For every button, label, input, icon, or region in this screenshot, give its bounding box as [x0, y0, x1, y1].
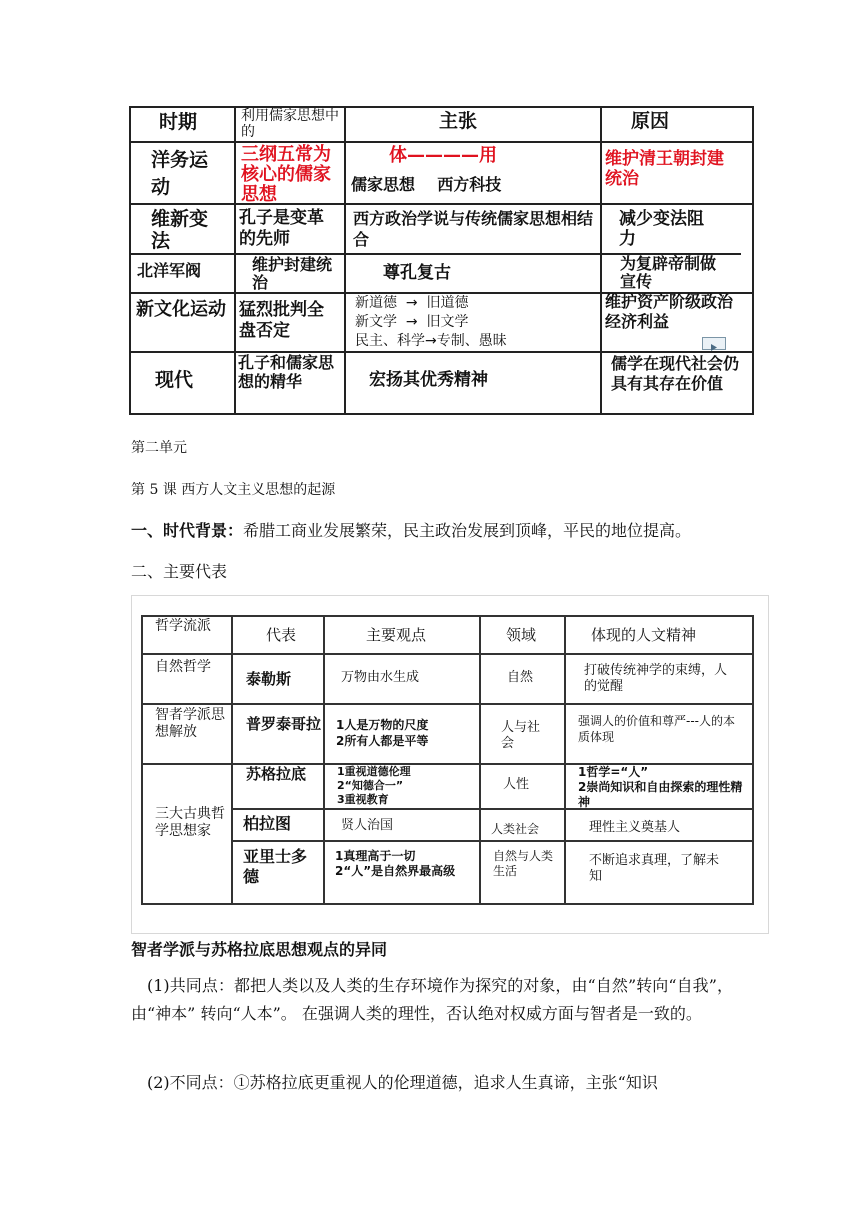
t2-row2-field: 人与社会	[501, 720, 541, 751]
section-representatives: 二、主要代表	[131, 562, 228, 581]
differences-text: ①苏格拉底更重视人的伦理道德，追求人生真谛，主张“知识	[233, 1073, 658, 1092]
t2-row3-school: 三大古典哲学思想家	[155, 806, 225, 839]
t2-row5-field: 自然与人类生活	[493, 849, 554, 878]
section-background	[131, 518, 691, 541]
row1-period: 洋务运动	[151, 149, 209, 198]
paragraph-similarities	[131, 972, 733, 1028]
row2-claim: 西方政治学说与传统儒家思想相结合	[353, 209, 594, 249]
t2-header-view: 主要观点	[366, 626, 427, 644]
t2-row1-rep: 泰勒斯	[246, 670, 292, 688]
unit-title: 第二单元	[131, 440, 187, 456]
t2-row5-spirit: 不断追求真理，了解未知	[589, 853, 720, 884]
row3-claim: 尊孔复古	[383, 263, 451, 283]
t2-header-spirit: 体现的人文精神	[591, 626, 697, 644]
row5-content: 孔子和儒家思想的精华	[238, 353, 335, 391]
t2-row3-view: 1重视道德伦理 2“知德合一” 3重视教育	[337, 765, 411, 806]
row1-reason: 维护清王朝封建统治	[605, 149, 724, 189]
row3-reason: 为复辟帝制做宣传	[620, 254, 717, 291]
t2-row2-rep: 普罗泰哥拉	[246, 715, 322, 733]
row4-claim-line3: 民主、科学→专制、愚昧	[355, 333, 507, 349]
t2-row4-field: 人类社会	[491, 822, 540, 836]
similarities-text: 都把人类以及人类的生存环境作为探究的对象，由“自然”转向“自我”，由“神本” 转向“人本”。 在强调人类的理性，否认绝对权威方面与智者是一致的。	[131, 976, 733, 1023]
t2-row2-view: 1人是万物的尺度 2所有人都是平等	[336, 718, 429, 748]
section-background-text: 希腊工商业发展繁荣，民主政治发展到顶峰，平民的地位提高。	[243, 521, 692, 540]
similarities-label: (1)共同点：	[147, 976, 235, 995]
play-icon[interactable]	[702, 337, 726, 350]
t2-row4-spirit: 理性主义奠基人	[589, 820, 681, 835]
header-content: 利用儒家思想中的	[241, 108, 339, 140]
header-claim: 主张	[439, 110, 478, 132]
section-background-label: 一、时代背景：	[131, 521, 244, 540]
header-reason: 原因	[631, 110, 670, 132]
lesson-title: 第 5 课 西方人文主义思想的起源	[131, 482, 336, 498]
t2-row1-view: 万物由水生成	[341, 670, 420, 685]
differences-label: (2)不同点：	[147, 1073, 234, 1092]
row2-reason: 减少变法阻力	[619, 209, 704, 249]
t2-row5-view: 1真理高于一切 2“人”是自然界最高级	[335, 849, 456, 878]
row5-claim: 宏扬其优秀精神	[369, 370, 488, 390]
t2-row3-field: 人性	[503, 777, 530, 792]
row4-period: 新文化运动	[136, 299, 226, 320]
t2-header-school: 哲学流派	[155, 618, 211, 634]
header-period: 时期	[159, 111, 198, 133]
row4-claim-line2: 新文学 → 旧文学	[355, 314, 469, 330]
t2-row1-school: 自然哲学	[155, 659, 211, 675]
t2-row1-spirit: 打破传统神学的束缚，人的觉醒	[584, 663, 728, 694]
humanism-table	[141, 615, 754, 905]
t2-row5-rep: 亚里士多德	[243, 847, 308, 886]
row3-period: 北洋军阀	[137, 261, 202, 280]
row5-period: 现代	[155, 369, 194, 391]
t2-header-rep: 代表	[266, 626, 297, 644]
row1-content: 三纲五常为核心的儒家思想	[241, 144, 331, 205]
reform-confucianism-table	[129, 106, 754, 415]
t2-row3-rep: 苏格拉底	[246, 765, 307, 783]
row2-period: 维新变法	[151, 208, 209, 252]
row1-claim-bottom: 儒家思想 西方科技	[351, 175, 502, 194]
t2-row4-rep: 柏拉图	[243, 814, 292, 833]
t2-row1-field: 自然	[507, 670, 534, 685]
t2-header-field: 领域	[506, 626, 537, 644]
t2-row2-school: 智者学派思想解放	[155, 707, 225, 740]
paragraph-differences	[131, 1069, 733, 1097]
t2-row3-spirit: 1哲学=“人” 2崇尚知识和自由探索的理性精神	[578, 765, 743, 809]
t2-row4-view: 贤人治国	[341, 818, 394, 833]
row4-claim-line1: 新道德 → 旧道德	[355, 295, 469, 311]
row2-content: 孔子是变革的先师	[239, 208, 324, 249]
row3-content: 维护封建统治	[252, 255, 333, 292]
row1-claim-top: 体————用	[389, 145, 497, 166]
row4-content: 猛烈批判全盘否定	[239, 300, 324, 341]
t2-row2-spirit: 强调人的价值和尊严---人的本质体现	[578, 714, 735, 744]
row4-reason: 维护资产阶级政治经济利益	[605, 292, 734, 331]
comparison-title: 智者学派与苏格拉底思想观点的异同	[131, 940, 388, 959]
row5-reason: 儒学在现代社会仍具有其存在价值	[611, 354, 740, 393]
